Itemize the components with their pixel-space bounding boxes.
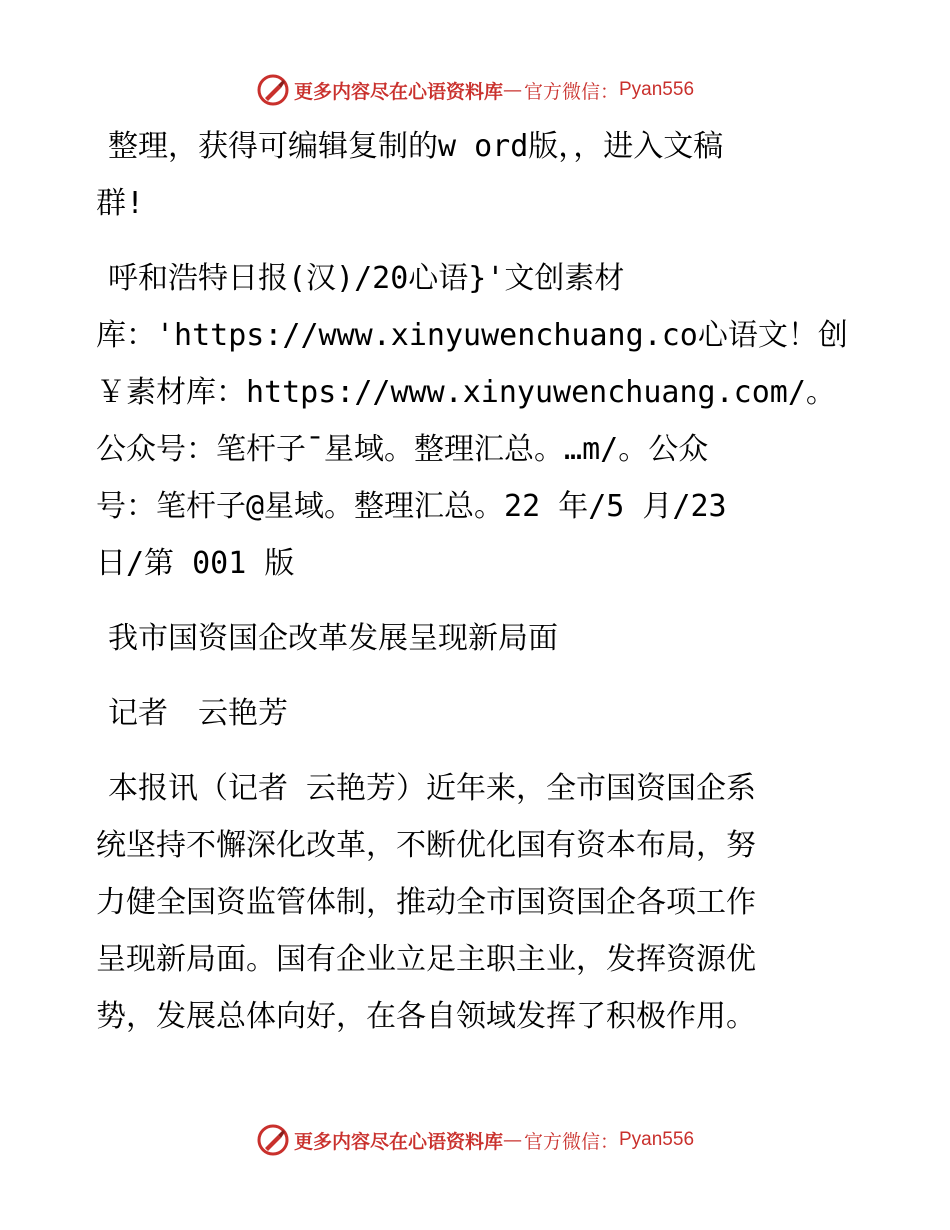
para2-line6: 日/第 001 版 [96, 546, 295, 581]
banner-dash: — [502, 79, 522, 101]
para2-line1: 呼和浩特日报(汉)/20心语}'文创素材 [108, 261, 625, 296]
header-banner [0, 70, 950, 110]
banner-text: 更多内容尽在心语资料库 [293, 1130, 503, 1153]
article-headline: 我市国资国企改革发展呈现新局面 [108, 621, 558, 656]
banner-dash: — [502, 1129, 522, 1151]
para1-line1: 整理，获得可编辑复制的w ord版，，进入文稿 [108, 129, 724, 164]
wechat-id: Pyan556 [619, 79, 695, 100]
pen-logo-icon [256, 73, 290, 107]
para2-line5: 号：笔杆子@星域。整理汇总。22 年/5 月/23 [96, 489, 727, 524]
wechat-label: 官方微信： [523, 1130, 619, 1153]
body-line3: 力健全国资监管体制，推动全市国资国企各项工作 [96, 885, 756, 920]
para2-line3: ￥素材库：https://www.xinyuwenchuang.com/。 [96, 375, 836, 410]
para2-line4: 公众号：笔杆子¯星域。整理汇总。…m/。公众 [96, 432, 709, 467]
body-line4: 呈现新局面。国有企业立足主职主业，发挥资源优 [96, 942, 756, 977]
body-line2: 统坚持不懈深化改革，不断优化国有资本布局，努 [96, 828, 756, 863]
body-line1: 本报讯（记者 云艳芳）近年来，全市国资国企系 [108, 771, 757, 806]
para1-line2: 群! [96, 186, 145, 221]
footer-banner [0, 1120, 950, 1160]
wechat-id: Pyan556 [619, 1129, 695, 1150]
pen-logo-icon [256, 1123, 290, 1157]
article-byline: 记者 云艳芳 [108, 696, 288, 731]
wechat-label: 官方微信： [523, 80, 619, 103]
para2-line2: 库：'https://www.xinyuwenchuang.co心语文！创 [96, 318, 848, 353]
document-body [96, 118, 856, 1045]
body-line5: 势，发展总体向好，在各自领域发挥了积极作用。 [96, 999, 756, 1034]
banner-text: 更多内容尽在心语资料库 [293, 80, 503, 103]
